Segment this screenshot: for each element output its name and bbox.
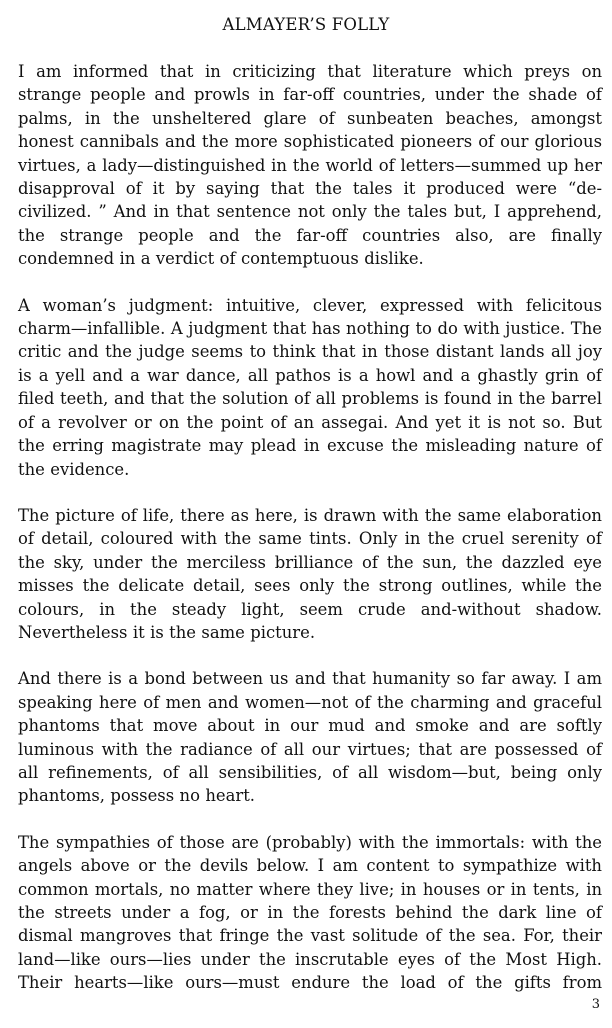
paragraph-1: I am informed that in criticizing that literature which preys on strange people and prowls in far-off countries, under the shade of palms, in the unsheltered glare of sunbeaten beaches, amongst honest cannibals and the more sophisticated pioneers of our glorious virtues, a lady—distinguished in the world of letters—summed up her disapproval of it by saying that the tales it produced were “de-civilized. ” And in that sentence not only the tales but, I apprehend, the strange people and the far-off countries also, are finally condemned in a verdict of contemptuous dislike. bbox=[18, 62, 602, 269]
paragraph-4: And there is a bond between us and that humanity so far away. I am speaking here of men and women—not of the charming and graceful phantoms that move about in our mud and smoke and are softly luminous with the radiance of all our virtues; that are possessed of all refinements, of all sensibilities, of all wisdom—but, being only phantoms, possess no heart. bbox=[18, 669, 602, 806]
paragraph-5: The sympathies of those are (probably) with the immortals: with the angels above or the devils below. I am content to sympathize with common mortals, no matter where they live; in houses or in tents, in the streets under a fog, or in the forests behind the dark line of dismal mangroves that fringe the vast solitude of the sea. For, their land—like ours—lies under the inscrutable eyes of the Most High. Their hearts—like ours—must endure the load of the gifts from bbox=[18, 832, 602, 993]
running-header-title: ALMAYER’S FOLLY bbox=[222, 15, 390, 34]
page-number: 3 bbox=[591, 997, 600, 1012]
paragraph-3: The picture of life, there as here, is drawn with the same elaboration of detail, coloured with the same tints. Only in the cruel serenity of the sky, under the merciless brilliance of the sun, the dazzled eye misses the delicate detail, sees only the strong outlines, while the colours, in the steady light, seem crude and-without shadow. Nevertheless it is the same picture. bbox=[18, 505, 602, 642]
paragraph-2: A woman’s judgment: intuitive, clever, expressed with felicitous charm—infallible. A judgment that has nothing to do with justice. The critic and the judge seems to think that in those distant lands all joy is a yell and a war dance, all pathos is a howl and a ghastly grin of filed teeth, and that the solution of all problems is found in the barrel of a revolver or on the point of an assegai. And yet it is not so. But the erring magistrate may plead in excuse the misleading nature of the evidence. bbox=[18, 295, 602, 479]
body-text bbox=[18, 60, 602, 995]
